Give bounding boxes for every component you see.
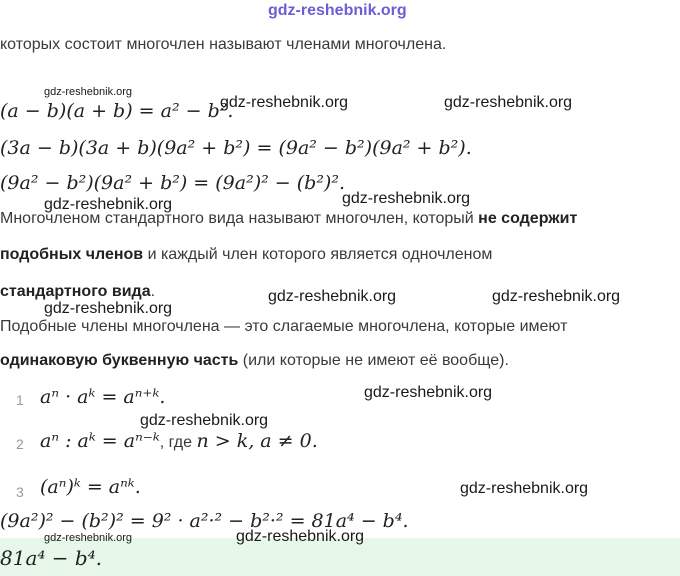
rule-condition-2: n > k, a ≠ 0.	[196, 430, 318, 452]
watermark: gdz-reshebnik.org	[44, 300, 173, 317]
watermark: gdz-reshebnik.org	[268, 288, 397, 305]
rule-number-2: 2	[16, 436, 24, 452]
standard-form-line-3: стандартного вида.	[0, 283, 156, 300]
watermark: gdz-reshebnik.org	[220, 94, 349, 111]
standard-form-line-1: Многочленом стандартного вида называют многочлен, который не содержит	[0, 210, 578, 227]
watermark: gdz-reshebnik.org	[364, 384, 493, 401]
watermark: gdz-reshebnik.org	[44, 196, 173, 213]
watermark: gdz-reshebnik.org	[342, 190, 471, 207]
watermark: gdz-reshebnik.org	[44, 532, 133, 544]
answer: 81a⁴ − b⁴.	[0, 546, 103, 570]
rule-2	[40, 430, 318, 452]
top-watermark: gdz-reshebnik.org	[268, 2, 407, 19]
similar-terms-line-2: одинаковую буквенную часть (или которые не имеют её вообще).	[0, 352, 509, 369]
similar-terms-line-1: Подобные члены многочлена — это слагаемые многочлена, которые имеют	[0, 318, 568, 335]
watermark: gdz-reshebnik.org	[44, 86, 133, 98]
intro-line: которых состоит многочлен называют членами многочлена.	[0, 36, 447, 53]
watermark: gdz-reshebnik.org	[140, 412, 269, 429]
rule-formula-1: aⁿ · aᵏ = aⁿ⁺ᵏ.	[40, 386, 166, 408]
rule-formula-2: aⁿ : aᵏ = aⁿ⁻ᵏ	[40, 430, 160, 452]
watermark: gdz-reshebnik.org	[460, 480, 589, 497]
rule-formula-3: (aⁿ)ᵏ = aⁿᵏ.	[40, 476, 141, 498]
rule-condition-word: , где	[159, 434, 197, 451]
calculation-line: (9a²)² − (b²)² = 9² · a²·² − b²·² = 81a⁴ − b⁴.	[0, 510, 409, 532]
rule-number-1: 1	[16, 392, 24, 408]
watermark: gdz-reshebnik.org	[444, 94, 573, 111]
example-eq-1: (a − b)(a + b) = a² − b².	[0, 100, 234, 122]
rule-number-3: 3	[16, 484, 24, 500]
example-eq-2: (3a − b)(3a + b)(9a² + b²) = (9a² − b²)(9a² + b²).	[0, 137, 472, 159]
watermark: gdz-reshebnik.org	[492, 288, 621, 305]
standard-form-line-2: подобных членов и каждый член которого является одночленом	[0, 246, 493, 263]
example-eq-3: (9a² − b²)(9a² + b²) = (9a²)² − (b²)².	[0, 172, 346, 194]
watermark: gdz-reshebnik.org	[236, 528, 365, 545]
